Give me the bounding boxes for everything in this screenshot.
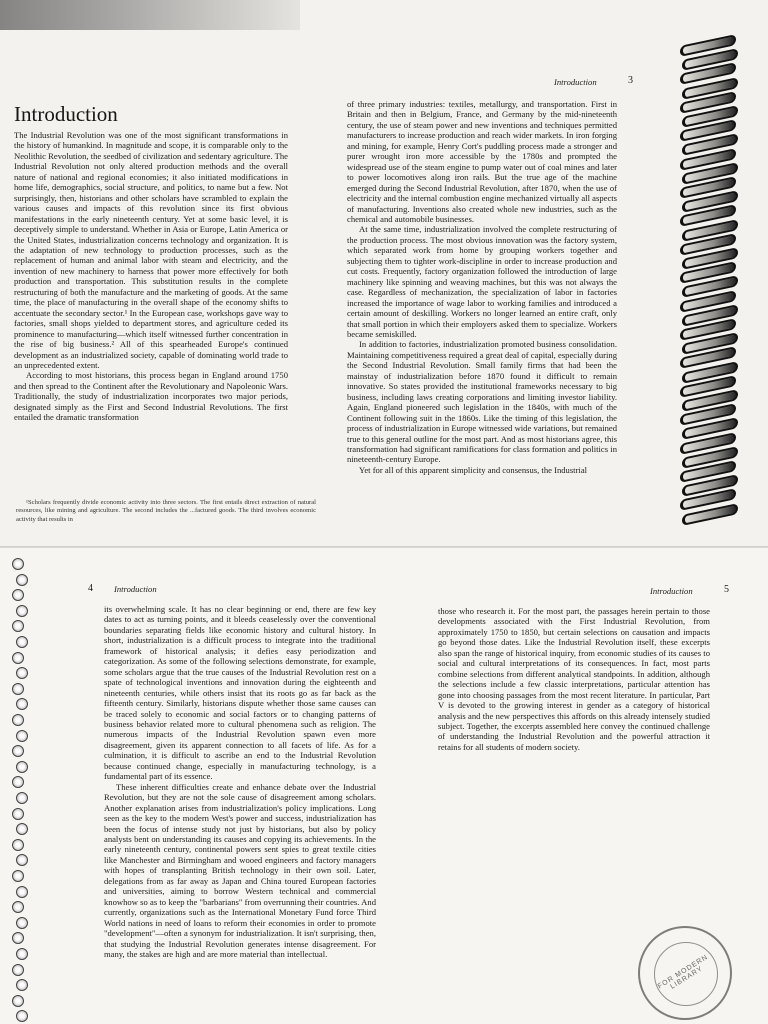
punch-hole (12, 901, 24, 913)
punch-hole (16, 1010, 28, 1022)
scan-shadow (0, 0, 300, 30)
punch-hole (12, 964, 24, 976)
paragraph: These inherent difficulties create and enhance debate over the Industrial Revolution, but they are not the sole cause of disagreement among scholars. Another explanation arises from industrialization's policy implications. Long seen as the key to the modern West's power and success, industrialization has been the focus of intense study not just by historians, but also by policy analysts bent on understanding its causes and copying its achievements. In the early nineteenth century, continental powers sent spies to great textile cities like Manchester and Birmingham and wooed engineers and factory managers with hopes of transplanting British technology in their own soil. Later, delegations from as far away as Japan and China toured European factories and universities, aiming to borrow Western technical and commercial knowhow so as to keep the "barbarians" from overrunning their countries. And currently, organizations such as the International Monetary Fund force Third World nations in need of loans to reform their economies in order to promote "development"—often a synonym for industrialization. It isn't surprising, then, that studying the Industrial Revolution generates intense disagreement. For many, the stakes are high and are more material than intellectual. (104, 781, 376, 959)
punch-hole (12, 870, 24, 882)
punch-hole (16, 761, 28, 773)
punch-hole (12, 683, 24, 695)
punch-hole (16, 698, 28, 710)
paragraph: According to most historians, this process began in England around 1750 and then spread to the Continent after the Revolutionary and Napoleonic Wars. Traditionally, the study of industrialization incorporates two major periods, designated simply as the First and Second Industrial Revolutions. The first entailed the dramatic transformation (14, 370, 288, 423)
running-header-left: Introduction (114, 584, 157, 594)
paragraph: of three primary industries: textiles, metallurgy, and transportation. First in Britain and then in Belgium, France, and Germany by the mid-nineteenth century, the use of steam power and new inventions and techniques permitted manufacturers to increase production and reach wider markets. In iron forging and mining, for example, Henry Cort's puddling process made a stronger and purer wrought iron more accessible by the 1780s and prompted the widespread use of the steam engine to pump water out of coal mines and later to power locomotives along iron rails. But the true age of the machine emerged during the Second Industrial Revolution, after 1870, when the use of electricity and the internal combustion engine mechanized virtually all aspects of manufacturing. Inventions also created whole new industries, such as the chemical and automobile businesses. (347, 99, 617, 224)
punch-hole (16, 605, 28, 617)
footnote (16, 499, 316, 524)
paragraph: those who research it. For the most part, the passages herein pertain to those developments associated with the First Industrial Revolution, from approximately 1750 to 1850, but certain selections on causation and impacts go beyond those dates. Like the Industrial Revolution itself, these excerpts also span the range of historical inquiry, from economic studies of its causes to social and cultural interpretations of its consequences. In fact, most parts combine selections from different analytical standpoints. In addition, although the selections include a few classic interpretations, particular attention has gone into choosing passages from the most recent literature. In particular, Part V is devoted to the growing interest in gender as a category of historical analysis and the new perspectives this affords on this already intensely studied subject. Together, the excerpts assembled here convey the continued challenge of understanding the Industrial Revolution and the powerful attraction it retains for all students of modern society. (438, 606, 710, 752)
chapter-title: Introduction (14, 102, 118, 126)
punch-hole (12, 995, 24, 1007)
footnote-text: ¹Scholars frequently divide economic activity into three sectors. The first entails direct extraction of natural resources, like mining and agriculture. The second includes the ...factured goods. The third involves economic activity that results in (16, 499, 316, 523)
paragraph: In addition to factories, industrialization promoted business consolidation. Maintaining competitiveness required a great deal of capital, especially during the Second Industrial Revolution. Small family firms that had been the mainstay of industrialization before 1870 found it difficult to remain innovative. So states provided the institutional frameworks necessary to big business, including laws creating corporations and limiting investor liability. Again, England pioneered such legislation in the 1840s, with much of the Continent following suit in the 1860s. Like the timing of this legislation, the process of industrialization in Europe witnessed wide variations, but remained true to this general outline for the most part. And as most historians agree, this transformation had significant ramifications for class formation and politics in nineteenth-century Europe. (347, 339, 617, 465)
paragraph: At the same time, industrialization involved the complete restructuring of the production process. The most obvious innovation was the factory system, which separated work from home by grouping workers together and subjecting them to tighter work-discipline in order to increase production and cut costs. Frequently, factory organization followed the introduction of large machinery like spinning and weaving machines, but this was not always the case. Regardless of mechanization, the specialization of labor in factories increased the importance of wage labor to working families and introduced a certain amount of deskilling. Workers no longer learned an entire craft, only that small portion in which their employers asked them to specialize. Workers became semiskilled. (347, 224, 617, 339)
punch-hole (12, 558, 24, 570)
page-number-3: 3 (628, 75, 633, 86)
paragraph: its overwhelming scale. It has no clear beginning or end, there are few key dates to act as turning points, and it bleeds ceaselessly over the conventional boundaries separating fields like economic history and cultural history. In short, industrialization is a difficult process to integrate into the traditional framework of historical analysis; it defies easy periodization and categorization. As some of the following selections demonstrate, for example, some scholars argue that the true causes of the Industrial Revolution rest on a spate of technological inventions and innovation during the eighteenth and nineteenth centuries, while others insist that its roots go as far back as the fifteenth century. Similarly, historians dispute whether those same causes can be traced solely to economic and social factors or to changing patterns of business behavior related more to cultural phenomena such as religion. The numerous impacts of the Industrial Revolution spawn even more disagreement, given its apparent connection to all facets of life. As for a culmination, it is difficult to ascribe an end to the Industrial Revolution because continued change, especially in manufacturing technology, is a fundamental part of its essence. (104, 604, 376, 782)
page-3-body (347, 99, 617, 475)
spiral-binding (680, 40, 740, 540)
stamp-text: FOR MODERN LIBRARY (656, 953, 710, 991)
punch-hole (12, 776, 24, 788)
running-header-right: Introduction (554, 77, 597, 87)
punch-hole (12, 714, 24, 726)
page-number-4: 4 (88, 583, 93, 594)
punch-holes (10, 558, 40, 1024)
punch-hole (16, 636, 28, 648)
punch-hole (16, 886, 28, 898)
punch-hole (16, 917, 28, 929)
punch-hole (16, 792, 28, 804)
punch-hole (12, 652, 24, 664)
page-2-body (14, 130, 288, 423)
punch-hole (12, 589, 24, 601)
punch-hole (16, 854, 28, 866)
punch-hole (12, 839, 24, 851)
paragraph: Yet for all of this apparent simplicity and consensus, the Industrial (359, 464, 588, 475)
punch-hole (16, 730, 28, 742)
punch-hole (12, 745, 24, 757)
punch-hole (16, 979, 28, 991)
paragraph: The Industrial Revolution was one of the most significant transformations in the history of humankind. In magnitude and scope, it is comparable only to the Neolithic Revolution, the seedbed of civilization and sedentary agriculture. The Industrial Revolution not only altered production methods and the overall nature of national and regional economies; it also initiated modifications in home life, demographics, social structure, and politics, to name but a few. Not surprisingly, then, historians and other scholars have scrambled to explain the various causes and impacts of this revolution since its first obvious manifestations in the early nineteenth century. Yet at some basic level, it is deceptively simple to understand. Whether in Asia or Europe, Latin America or the United States, industrialization concerns technology and organization. It is the adaptation of new technology to production processes, such as the replacement of human and animal labor with steam and electricity, and the invention of new machinery to harness that power more effectively for both production and transportation. This substitution results in the complete restructuring of both the manufacture and the marketing of goods. At the same time, the place of manufacturing in the overall shape of the economy shifts to accentuate the secondary sector.¹ In the European case, workshops gave way to factories, small shops yielded to department stores, and agriculture ceded its prominence to manufacturing—which itself witnessed further concentration in the rise of big business.² All of this spearheaded Europe's continued development as an industrialized society, capable of dominating world trade to an unprecedented extent. (14, 130, 288, 370)
running-header-right: Introduction (650, 586, 693, 596)
page-5-body (438, 606, 710, 752)
library-stamp (638, 926, 732, 1020)
punch-hole (12, 808, 24, 820)
page-4-body (104, 604, 376, 959)
punch-hole (12, 932, 24, 944)
punch-hole (12, 620, 24, 632)
punch-hole (16, 948, 28, 960)
punch-hole (16, 574, 28, 586)
punch-hole (16, 823, 28, 835)
punch-hole (16, 667, 28, 679)
page-number-5: 5 (724, 584, 729, 595)
